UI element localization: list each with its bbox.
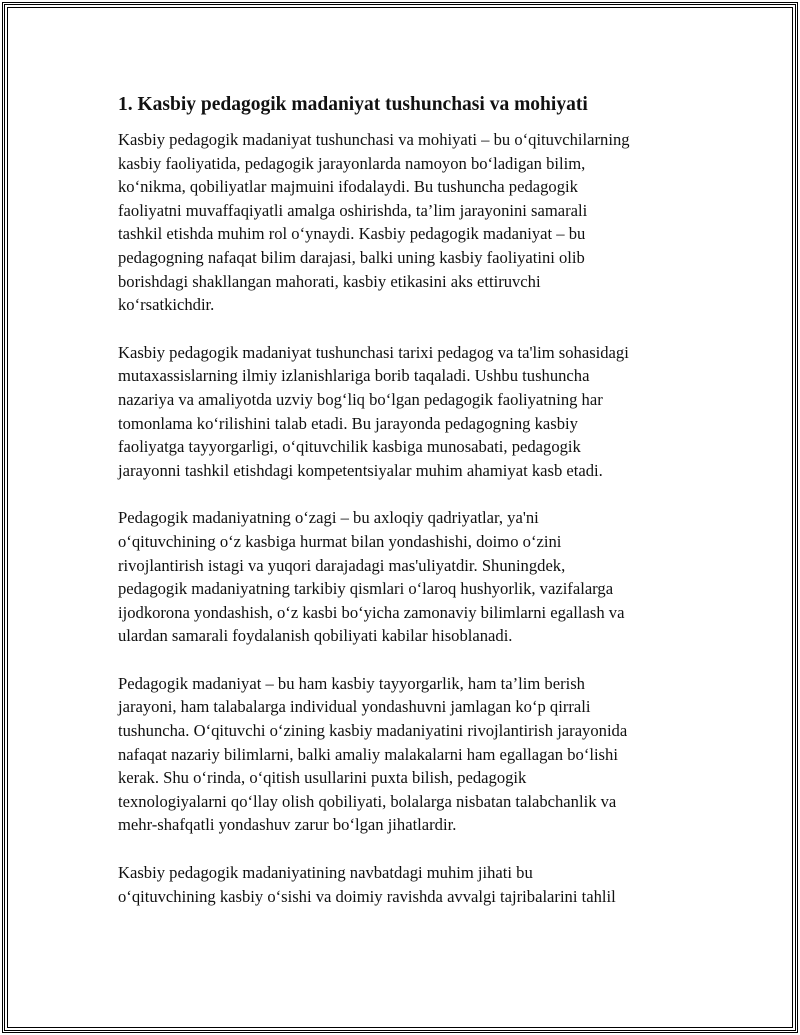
text-line: o‘qituvchining kasbiy o‘sishi va doimiy ravishda avvalgi tajribalarini tahlil [118, 886, 616, 906]
paragraph-5 [118, 861, 690, 908]
text-line: kasbiy faoliyatida, pedagogik jarayonlarda namoyon bo‘ladigan bilim, [118, 153, 586, 173]
text-line: Kasbiy pedagogik madaniyat tushunchasi va mohiyati – bu o‘qituvchilarning [118, 130, 630, 149]
section-heading: 1. Kasbiy pedagogik madaniyat tushunchasi va mohiyati [118, 94, 588, 115]
paragraph-3 [118, 506, 690, 648]
text-line: ko‘nikma, qobiliyatlar majmuini ifodalaydi. Bu tushuncha pedagogik [118, 177, 578, 197]
text-line: rivojlantirish istagi va yuqori darajadagi mas'uliyatdir. Shuningdek, [118, 555, 566, 575]
text-line: pedagogik madaniyatning tarkibiy qismlari o‘laroq hushyorlik, vazifalarga [118, 579, 614, 599]
text-line: Pedagogik madaniyat – bu ham kasbiy tayyorgarlik, ham ta’lim berish [118, 673, 585, 693]
document-body [118, 92, 690, 932]
text-line: nafaqat nazariy bilimlarni, balki amaliy malakalarni ham egallagan bo‘lishi [118, 744, 618, 764]
text-line: faoliyatga tayyorgarligi, o‘qituvchilik kasbiga munosabati, pedagogik [118, 437, 581, 457]
text-line: faoliyatni muvaffaqiyatli amalga oshirishda, ta’lim jarayonini samarali [118, 200, 588, 220]
text-line: jarayonni tashkil etishdagi kompetentsiyalar muhim ahamiyat kasb etadi. [118, 460, 603, 480]
text-line: mutaxassislarning ilmiy izlanishlariga borib taqaladi. Ushbu tushuncha [118, 366, 590, 386]
paragraph-2 [118, 341, 690, 483]
paragraph-1 [118, 128, 690, 317]
text-line: kerak. Shu o‘rinda, o‘qitish usullarini puxta bilish, pedagogik [118, 768, 527, 788]
text-line: Pedagogik madaniyatning o‘zagi – bu axloqiy qadriyatlar, ya'ni [118, 508, 539, 528]
text-line: nazariya va amaliyotda uzviy bog‘liq bo‘lgan pedagogik faoliyatning har [118, 389, 603, 409]
text-line: tushuncha. O‘qituvchi o‘zining kasbiy madaniyatini rivojlantirish jarayonida [118, 721, 628, 741]
text-line: mehr-shafqatli yondashuv zarur bo‘lgan jihatlardir. [118, 815, 457, 835]
text-line: tomonlama ko‘rilishini talab etadi. Bu jarayonda pedagogning kasbiy [118, 413, 578, 433]
text-line: texnologiyalarni qo‘llay olish qobiliyati, bolalarga nisbatan talabchanlik va [118, 791, 617, 811]
text-line: Kasbiy pedagogik madaniyat tushunchasi tarixi pedagog va ta'lim sohasidagi [118, 342, 629, 362]
text-line: jarayoni, ham talabalarga individual yondashuvni jamlagan ko‘p qirrali [118, 697, 591, 717]
text-line: tashkil etishda muhim rol o‘ynaydi. Kasbiy pedagogik madaniyat – bu [118, 224, 586, 244]
text-line: ko‘rsatkichdir. [118, 295, 215, 315]
text-line: Kasbiy pedagogik madaniyatining navbatdagi muhim jihati bu [118, 863, 533, 883]
text-line: borishdagi shakllangan mahorati, kasbiy etikasini aks ettiruvchi [118, 271, 541, 291]
text-line: ijodkorona yondashish, o‘z kasbi bo‘yicha zamonaviy bilimlarni egallash va [118, 602, 625, 622]
text-line: ulardan samarali foydalanish qobiliyati kabilar hisoblanadi. [118, 626, 513, 646]
paragraph-4 [118, 672, 690, 837]
text-line: pedagogning nafaqat bilim darajasi, balki uning kasbiy faoliyatini olib [118, 247, 585, 267]
text-line: o‘qituvchining o‘z kasbiga hurmat bilan yondashishi, doimo o‘zini [118, 531, 562, 551]
